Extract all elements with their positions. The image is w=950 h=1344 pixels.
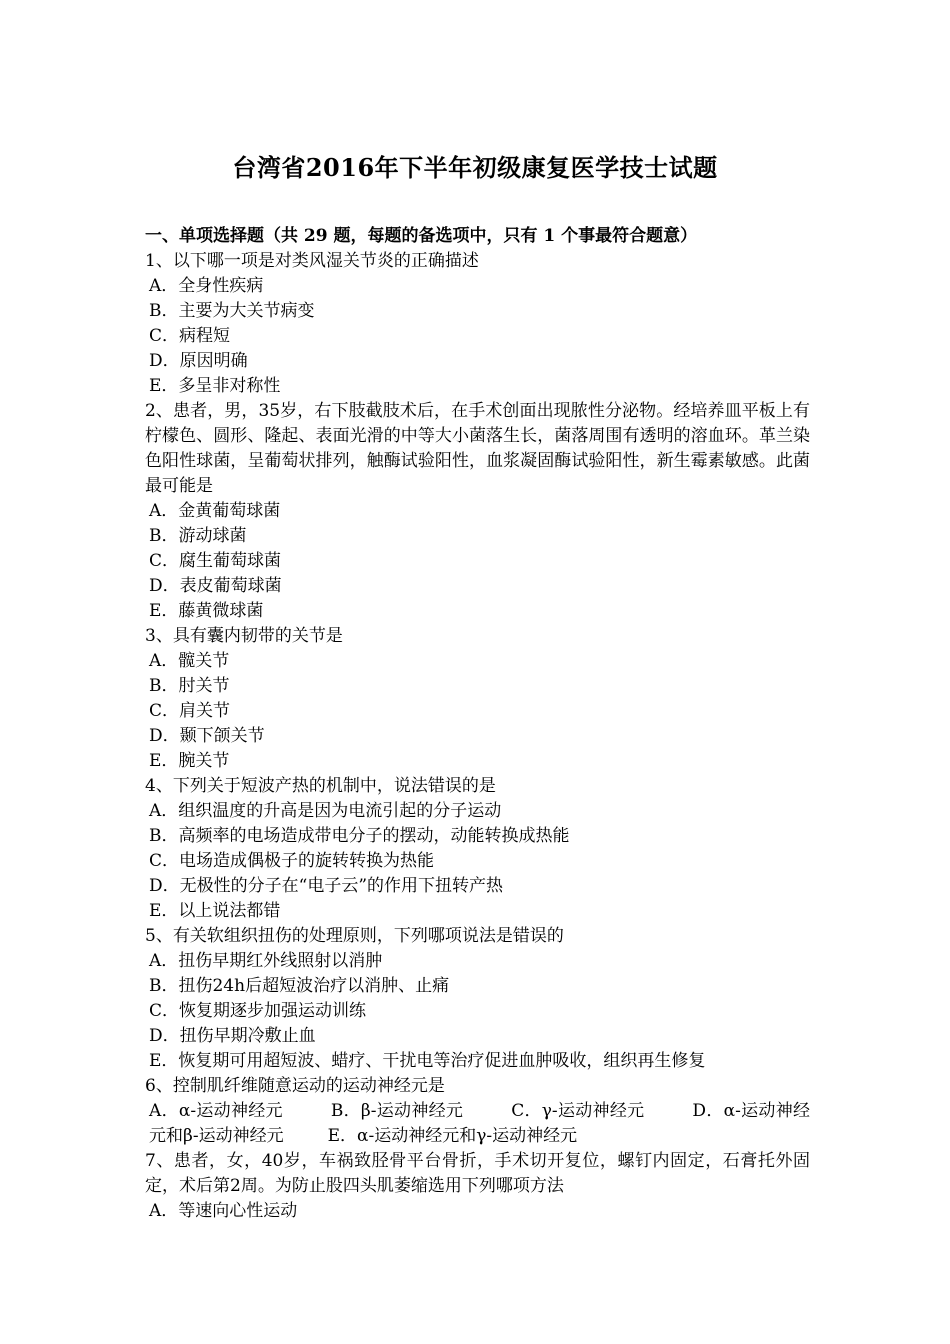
- question-3: [145, 624, 810, 774]
- option-a: A．髋关节: [149, 651, 230, 671]
- option-b: B．主要为大关节病变: [149, 301, 315, 321]
- question-stem: 6、控制肌纤维随意运动的运动神经元是: [145, 1076, 445, 1096]
- option-b: B．β-运动神经元: [330, 1101, 464, 1121]
- option-c: C．肩关节: [149, 701, 231, 721]
- option-e: E．恢复期可用超短波、蜡疗、干扰电等治疗促进血肿吸收，组织再生修复: [149, 1051, 706, 1071]
- option-e: E．多呈非对称性: [149, 376, 281, 396]
- option-b: B．游动球菌: [149, 526, 247, 546]
- option-d: D．α-运动神经元和β-运动神经元: [149, 1101, 810, 1146]
- option-d: D．颞下颌关节: [149, 726, 265, 746]
- question-stem: 2、患者，男，35岁，右下肢截肢术后，在手术创面出现脓性分泌物。经培养皿平板上有柠檬色、圆形、隆起、表面光滑的中等大小菌落生长，菌落周围有透明的溶血环。革兰染色阳性球菌，呈葡萄状排列，触酶试验阳性，血浆凝固酶试验阳性，新生霉素敏感。此菌最可能是: [145, 401, 810, 496]
- question-4: [145, 774, 810, 924]
- question-6: [145, 1074, 810, 1149]
- option-a: A．组织温度的升高是因为电流引起的分子运动: [149, 801, 502, 821]
- section-heading: 一、单项选择题（共 29 题，每题的备选项中，只有 1 个事最符合题意）: [145, 226, 698, 246]
- question-1: [145, 249, 810, 399]
- option-b: B．扭伤24h后超短波治疗以消肿、止痛: [149, 976, 450, 996]
- option-a: A．等速向心性运动: [149, 1201, 298, 1221]
- option-d: D．扭伤早期冷敷止血: [149, 1026, 316, 1046]
- document-body: [145, 224, 810, 1224]
- option-c: C．病程短: [149, 326, 231, 346]
- option-a: A．金黄葡萄球菌: [149, 501, 281, 521]
- option-d: D．原因明确: [149, 351, 248, 371]
- option-b: B．高频率的电场造成带电分子的摆动，动能转换成热能: [149, 826, 570, 846]
- question-stem: 7、患者，女，40岁，车祸致胫骨平台骨折，手术切开复位，螺钉内固定，石膏托外固定，术后第2周。为防止股四头肌萎缩选用下列哪项方法: [145, 1151, 810, 1196]
- option-e: E．藤黄微球菌: [149, 601, 264, 621]
- option-e: E．α-运动神经元和γ-运动神经元: [327, 1126, 578, 1146]
- question-stem: 3、具有囊内韧带的关节是: [145, 626, 343, 646]
- option-d: D．表皮葡萄球菌: [149, 576, 282, 596]
- question-stem: 1、以下哪一项是对类风湿关节炎的正确描述: [145, 251, 479, 271]
- option-c: C．恢复期逐步加强运动训练: [149, 1001, 367, 1021]
- option-b: B．肘关节: [149, 676, 230, 696]
- option-a: A．全身性疾病: [149, 276, 264, 296]
- question-2: [145, 399, 810, 624]
- option-a: A．扭伤早期红外线照射以消肿: [149, 951, 383, 971]
- option-c: C．腐生葡萄球菌: [149, 551, 282, 571]
- option-e: E．以上说法都错: [149, 901, 281, 921]
- option-d: D．无极性的分子在“电子云”的作用下扭转产热: [149, 876, 504, 896]
- option-a: A．α-运动神经元: [149, 1101, 283, 1121]
- option-c: C．γ-运动神经元: [511, 1101, 645, 1121]
- option-c: C．电场造成偶极子的旋转转换为热能: [149, 851, 435, 871]
- question-7: [145, 1149, 810, 1224]
- inline-options: [145, 1099, 810, 1149]
- option-e: E．腕关节: [149, 751, 230, 771]
- question-stem: 4、下列关于短波产热的机制中，说法错误的是: [145, 776, 496, 796]
- question-5: [145, 924, 810, 1074]
- question-stem: 5、有关软组织扭伤的处理原则，下列哪项说法是错误的: [145, 926, 564, 946]
- page-title: 台湾省2016年下半年初级康复医学技士试题: [232, 153, 718, 182]
